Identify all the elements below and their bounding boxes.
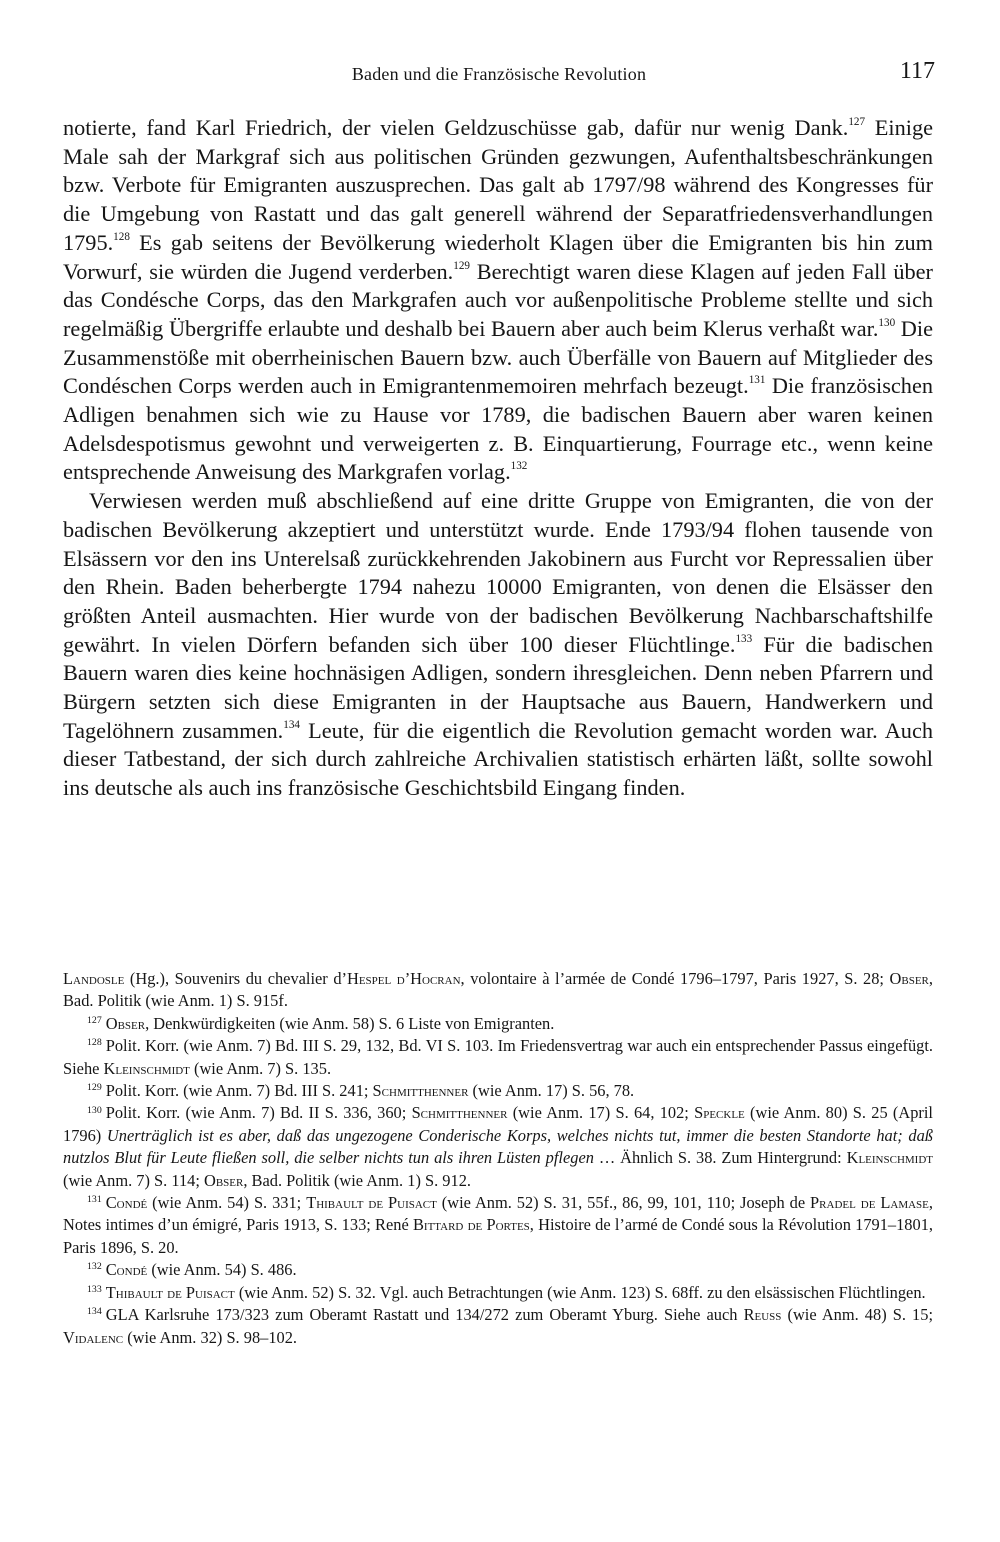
- author-name: Reuss: [743, 1305, 782, 1325]
- text-run: (wie Anm. 7) S. 114;: [63, 1170, 204, 1190]
- text-run: (wie Anm. 52) S. 31, 55f., 86, 99, 101, 110; Joseph de: [436, 1193, 811, 1213]
- footnote-131: [63, 1192, 933, 1259]
- author-name: Schmitthenner: [411, 1103, 508, 1123]
- author-name: Landosle: [63, 969, 125, 988]
- text-run: , Bad. Politik (wie Anm. 1) S. 915f.: [63, 969, 934, 1011]
- text-run: … Ähnlich S. 38. Zum Hintergrund:: [593, 1148, 847, 1168]
- text-run: (wie Anm. 80) S. 25 (April 1796): [63, 1103, 933, 1145]
- text-run: Die französischen Adligen benahmen sich wie zu Hause vor 1789, die badischen Bauern aber waren keinen Adelsdespotismus gewohnt und verweigerten z. B. Einquartierung, Fourrage etc., wenn keine entsprechende Anweisung des Markgrafen vorlag.: [63, 373, 934, 485]
- author-name: Vidalenc: [63, 1327, 124, 1347]
- footnote-reference: 131: [748, 374, 766, 387]
- footnote-reference: 132: [510, 460, 528, 473]
- footnote-number: 127: [87, 1014, 102, 1026]
- text-run: (wie Anm. 17) S. 64, 102;: [507, 1103, 695, 1123]
- text-run: GLA Karlsruhe 173/323 zum Oberamt Rastatt und 134/272 zum Oberamt Yburg. Siehe auch: [105, 1305, 744, 1325]
- footnotes: [63, 968, 933, 1349]
- footnote-number: 130: [87, 1104, 102, 1116]
- text-run: , Denkwürdigkeiten (wie Anm. 58) S. 6 Liste von Emigranten.: [145, 1013, 555, 1033]
- text-run: Berechtigt waren diese Klagen auf jeden Fall über das Condésche Corps, das den Markgrafen auch vor außenpolitische Probleme stellte und sich regelmäßig Übergriffe erlaubte und deshalb bei Bauern aber auch beim Klerus verhaßt war.: [63, 258, 933, 341]
- footnote-continuation: [63, 968, 933, 1013]
- footnote-132: [63, 1259, 933, 1281]
- text-run: (Hg.), Souvenirs du chevalier d’: [124, 969, 347, 988]
- text-run: Polit. Korr. (wie Anm. 7) Bd. II S. 336, 360;: [105, 1103, 412, 1123]
- quotation: Unerträglich ist es aber, daß das ungezogene Conderische Korps, welches nichts tut, immer die besten Standorte hat; daß nutzlos Blut für Leute fließen soll, die selber nichts tun als ihren Lüsten pflegen: [63, 1125, 933, 1168]
- author-name: Condé: [105, 1260, 148, 1280]
- paragraph-1: [63, 114, 933, 487]
- footnote-reference: 128: [113, 230, 130, 243]
- text-run: (wie Anm. 54) S. 486.: [147, 1260, 297, 1280]
- text-run: Polit. Korr. (wie Anm. 7) Bd. III S. 241;: [105, 1081, 373, 1101]
- author-name: Hespel d’Hocran: [346, 969, 461, 988]
- footnote-number: 131: [87, 1194, 102, 1206]
- running-header: [63, 58, 935, 92]
- footnote-reference: 127: [848, 115, 866, 128]
- running-title: Baden und die Französische Revolution: [351, 64, 647, 84]
- author-name: Obser: [889, 969, 929, 988]
- author-name: Pradel de Lamase: [810, 1193, 929, 1213]
- paragraph-2: [63, 487, 933, 803]
- footnote-reference: 130: [878, 316, 896, 329]
- footnote-reference: 129: [453, 259, 470, 272]
- text-run: , Bad. Politik (wie Anm. 1) S. 912.: [243, 1170, 471, 1190]
- text-run: Für die badischen Bauern waren dies keine hochnäsigen Adligen, sondern ihresgleichen. Denn neben Pfarrern und Bürgern setzten sich diese Emigranten in der Hauptsache aus Bauern, Handwerkern und Tagelöhnern zusammen.: [63, 631, 933, 743]
- footnote-reference: 133: [735, 632, 753, 645]
- main-text: [63, 114, 933, 803]
- author-name: Thibault de Puisact: [306, 1193, 437, 1213]
- author-name: Thibault de Puisact: [105, 1282, 235, 1302]
- footnote-134: [63, 1304, 933, 1349]
- footnote-number: 133: [87, 1283, 102, 1295]
- author-name: Obser: [105, 1013, 146, 1033]
- text-run: (wie Anm. 54) S. 331;: [147, 1193, 307, 1213]
- text-run: (wie Anm. 48) S. 15;: [781, 1305, 934, 1325]
- footnote-number: 132: [87, 1261, 102, 1273]
- footnote-128: [63, 1035, 933, 1080]
- text-run: Die Zusammenstöße mit oberrheinischen Bauern bzw. auch Überfälle von Bauern auf Mitglieder des Condéschen Corps werden auch in Emigrantenmemoiren mehrfach bezeugt.: [63, 315, 933, 399]
- text-run: (wie Anm. 32) S. 98–102.: [123, 1327, 298, 1347]
- text-run: Es gab seitens der Bevölkerung wiederholt Klagen über die Emigranten bis hin zum Vorwurf, sie würden die Jugend verderben.: [63, 229, 933, 284]
- text-run: , volontaire à l’armée de Condé 1796–1797, Paris 1927, S. 28;: [460, 969, 890, 988]
- footnote-number: 129: [87, 1082, 102, 1094]
- footnote-130: [63, 1102, 933, 1192]
- author-name: Kleinschmidt: [103, 1058, 190, 1078]
- author-name: Condé: [105, 1193, 148, 1213]
- text-run: Polit. Korr. (wie Anm. 7) Bd. III S. 29, 132, Bd. VI S. 103. Im Friedensvertrag war auch ein entsprechender Passus eingefügt. Siehe: [63, 1036, 933, 1078]
- footnote-127: [63, 1013, 933, 1035]
- text-run: , Notes intimes d’un émigré, Paris 1913, S. 133; René: [63, 1193, 933, 1235]
- text-run: Einige Male sah der Markgraf sich aus politischen Gründen gezwungen, Aufenthaltsbeschränkungen bzw. Verbote für Emigranten auszusprechen. Das galt ab 1797/98 während des Kongresses für die Umgebung von Rastatt und das galt generell während der Separatfriedensverhandlungen 1795.: [63, 115, 933, 255]
- text-run: notierte, fand Karl Friedrich, der vielen Geldzuschüsse gab, dafür nur wenig Dank.: [63, 115, 849, 140]
- author-name: Speckle: [694, 1103, 745, 1123]
- footnote-reference: 134: [283, 718, 300, 731]
- footnote-number: 128: [87, 1037, 102, 1049]
- text-run: (wie Anm. 52) S. 32. Vgl. auch Betrachtungen (wie Anm. 123) S. 68ff. zu den elsässischen Flüchtlingen.: [234, 1282, 926, 1302]
- footnote-133: [63, 1282, 933, 1304]
- text-run: Leute, für die eigentlich die Revolution gemacht worden war. Auch dieser Tatbestand, der sich durch zahlreiche Archivalien statistisch erhärten läßt, sollte sowohl ins deutsche als auch ins französische Geschichtsbild Eingang finden.: [63, 717, 933, 801]
- text-run: Verwiesen werden muß abschließend auf eine dritte Gruppe von Emigranten, die von der badischen Bevölkerung akzeptiert und unterstützt wurde. Ende 1793/94 flohen tausende von Elsässern vor den ins Unterelsaß zurückkehrenden Jakobinern aus Furcht vor Repressalien über den Rhein. Baden beherbergte 1794 nahezu 10000 Emigranten, von denen die Elsässer den größten Anteil ausmachten. Hier wurde von der badischen Bevölkerung Nachbarschaftshilfe gewährt. In vielen Dörfern befanden sich über 100 dieser Flüchtlinge.: [63, 488, 933, 657]
- author-name: Schmitthenner: [372, 1081, 469, 1101]
- author-name: Kleinschmidt: [846, 1148, 933, 1168]
- text-run: , Histoire de l’armé de Condé sous la Révolution 1791–1801, Paris 1896, S. 20.: [63, 1215, 933, 1257]
- author-name: Bittard de Portes: [412, 1215, 530, 1235]
- author-name: Obser: [203, 1170, 244, 1190]
- footnote-number: 134: [87, 1306, 102, 1318]
- footnote-129: [63, 1080, 933, 1102]
- page-number: 117: [899, 58, 935, 84]
- text-run: (wie Anm. 17) S. 56, 78.: [468, 1081, 635, 1101]
- text-run: (wie Anm. 7) S. 135.: [189, 1058, 332, 1078]
